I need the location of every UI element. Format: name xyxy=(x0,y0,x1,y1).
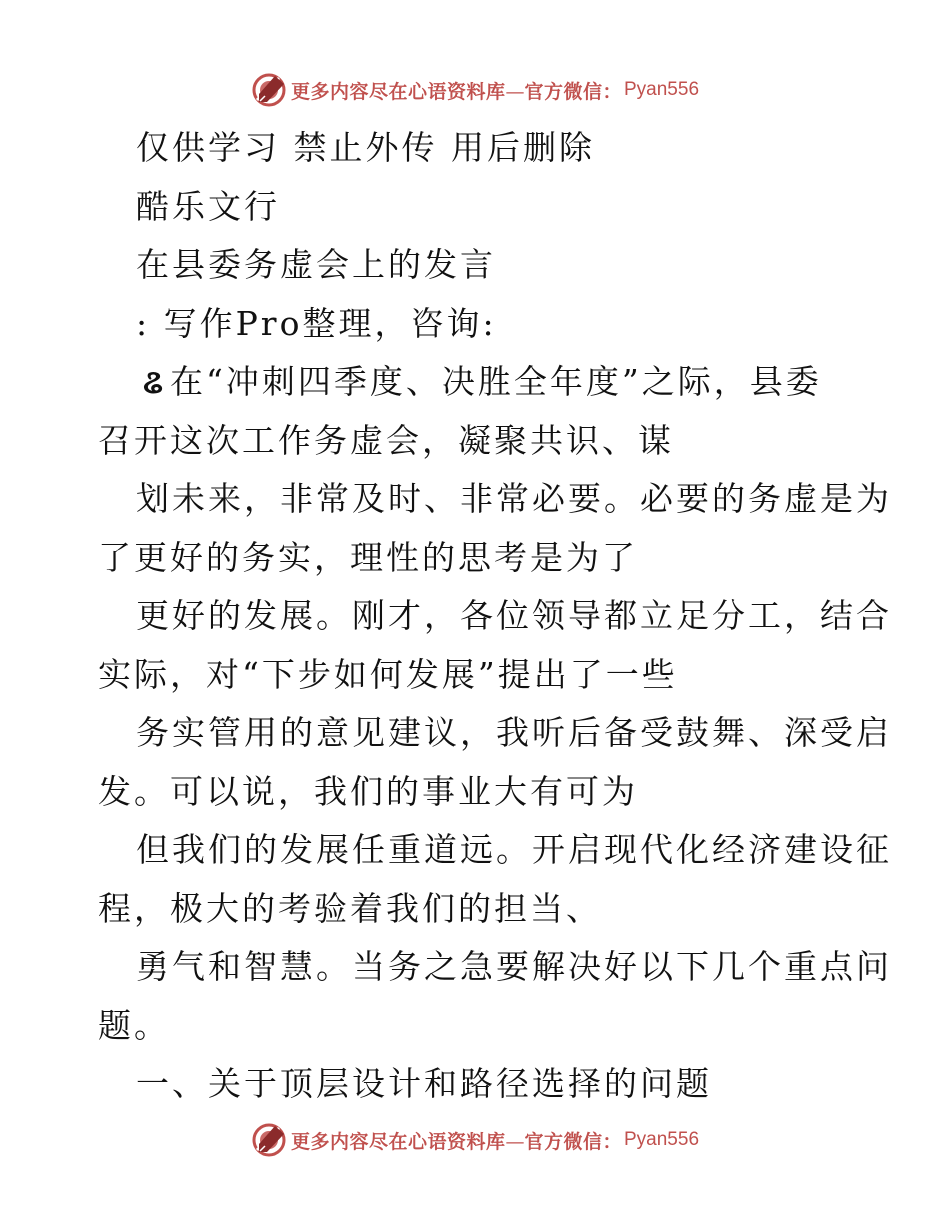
editor-note: : 写作Pro整理，咨询: xyxy=(136,303,497,343)
logo-pen-icon xyxy=(251,72,287,108)
paragraph-text: 在“冲刺四季度、决胜全年度”之际，县委 xyxy=(170,362,822,401)
paragraph-line: 发。可以说，我们的事业大有可为 xyxy=(98,771,638,811)
watermark-label: 官方微信： xyxy=(524,80,622,103)
paragraph-line: 程，极大的考验着我们的担当、 xyxy=(98,888,602,928)
paragraph-line: 但我们的发展任重道远。开启现代化经济建设征 xyxy=(136,830,892,869)
notice-line: 仅供学习 禁止外传 用后删除 xyxy=(136,128,595,167)
section-heading: 一、关于顶层设计和路径选择的问题 xyxy=(136,1064,712,1103)
watermark-text: 更多内容尽在心语资料库 xyxy=(290,1130,506,1153)
paragraph-line: 更好的发展。刚才，各位领导都立足分工，结合 xyxy=(136,596,892,635)
document-body xyxy=(98,119,892,1114)
watermark-dash: — xyxy=(505,80,525,103)
logo-pen-icon xyxy=(251,1122,287,1158)
paragraph-line: 召开这次工作务虚会，凝聚共识、谋 xyxy=(98,420,674,460)
paragraph-line xyxy=(98,353,858,412)
flourish-icon: ଌ xyxy=(143,362,163,401)
paragraph-line: 务实管用的意见建议，我听后备受鼓舞、深受启 xyxy=(136,713,892,752)
paragraph-line: 实际，对“下步如何发展”提出了一些 xyxy=(98,654,678,694)
document-title: 在县委务虚会上的发言 xyxy=(136,245,496,284)
paragraph-line: 勇气和智慧。当务之急要解决好以下几个重点问 xyxy=(136,947,892,986)
watermark-label: 官方微信： xyxy=(524,1130,622,1153)
watermark-banner-bottom xyxy=(0,1120,950,1160)
watermark-banner-top xyxy=(0,70,950,110)
watermark-wechat-id: Pyan556 xyxy=(624,79,700,100)
source-line: 酷乐文行 xyxy=(136,186,280,226)
paragraph-line: 题。 xyxy=(98,1005,170,1045)
paragraph-line: 划未来，非常及时、非常必要。必要的务虚是为 xyxy=(136,479,892,518)
watermark-text: 更多内容尽在心语资料库 xyxy=(290,80,506,103)
paragraph-line: 了更好的务实，理性的思考是为了 xyxy=(98,537,638,577)
watermark-dash: — xyxy=(505,1130,525,1153)
watermark-wechat-id: Pyan556 xyxy=(624,1129,700,1150)
